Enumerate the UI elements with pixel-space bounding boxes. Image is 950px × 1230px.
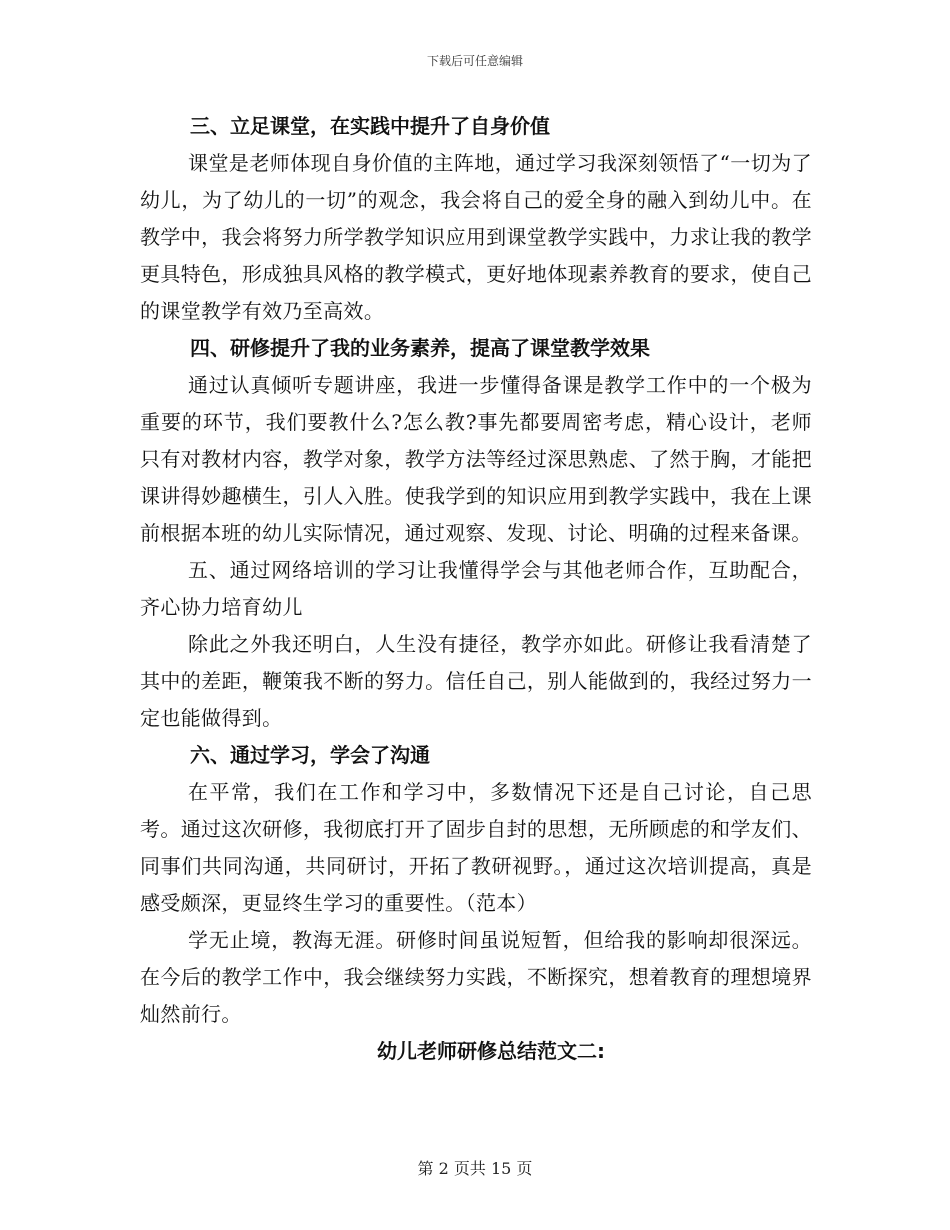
section-heading-3: 三、立足课堂，在实践中提升了自身价值: [190, 114, 550, 138]
section-heading-6: 六、通过学习，学会了沟通: [190, 743, 430, 767]
paragraph-3: 课堂是老师体现自身价值的主阵地，通过学习我深刻领悟了“一切为了幼儿，为了幼儿的一切”的观念，我会将自己的爱全身的融入到幼儿中。在教学中，我会将努力所学教学知识应用到课堂教学实践中，力求让我的教学更具特色，形成独具风格的教学模式，更好地体现素养教育的要求，使自己的课堂教学有效乃至高效。: [140, 151, 812, 323]
page-header: 下载后可任意编辑: [426, 54, 523, 68]
paragraph-4: 通过认真倾听专题讲座，我进一步懂得备课是教学工作中的一个极为重要的环节，我们要教什么?怎么教?事先都要周密考虑，精心设计，老师只有对教材内容，教学对象，教学方法等经过深思熟虑、了然于胸，才能把课讲得妙趣横生，引人入胜。使我学到的知识应用到教学实践中，我在上课前根据本班的幼儿实际情况，通过观察、发现、讨论、明确的过程来备课。: [140, 373, 812, 545]
section-5-paragraph: 五、通过网络培训的学习让我懂得学会与其他老师合作，互助配合，齐心协力培育幼儿: [140, 558, 812, 619]
document-body: [140, 108, 812, 1070]
paragraph-7: 在平常，我们在工作和学习中，多数情况下还是自己讨论，自己思考。通过这次研修，我彻底打开了固步自封的思想，无所顾虑的和学友们、同事们共同沟通，共同研讨，开拓了教研视野。，通过这次培训提高，真是感受颇深，更显终生学习的重要性。（范本）: [140, 780, 812, 915]
page-number-footer: 第 2 页共 15 页: [417, 1159, 533, 1178]
paragraph-6: 除此之外我还明白，人生没有捷径，教学亦如此。研修让我看清楚了其中的差距，鞭策我不断的努力。信任自己，别人能做到的，我经过努力一定也能做得到。: [140, 632, 812, 730]
section-heading-4: 四、研修提升了我的业务素养，提高了课堂教学效果: [190, 336, 650, 360]
paragraph-8: 学无止境，教海无涯。研修时间虽说短暂，但给我的影响却很深远。在今后的教学工作中，我会继续努力实践，不断探究，想着教育的理想境界灿然前行。: [140, 928, 812, 1026]
next-article-title: 幼儿老师研修总结范文二:: [377, 1039, 605, 1063]
